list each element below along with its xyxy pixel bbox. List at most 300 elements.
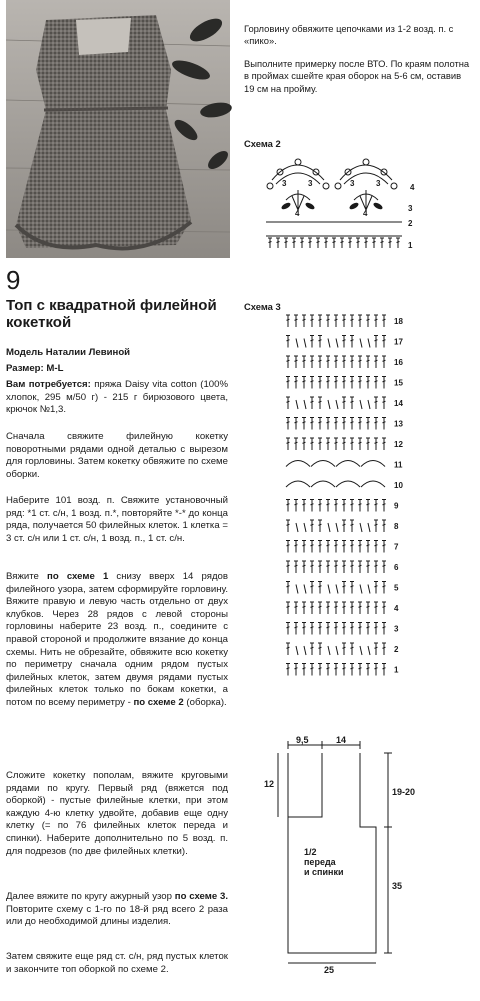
paragraph-neckline: Горловину обвяжите цепочками из 1-2 возд. п. с «пико». xyxy=(244,23,454,47)
stitch-mark xyxy=(359,422,362,423)
paragraph-finish: Затем свяжите еще ряд ст. с/н, ряд пустых клеток и закончите топ оборкой по схеме 2. xyxy=(6,951,228,975)
s2-inner-2: 3 xyxy=(308,179,313,188)
stitch-mark xyxy=(335,319,338,320)
arch-mark xyxy=(311,461,335,467)
stitch-mark xyxy=(311,422,314,423)
paragraph-intro: Сначала свяжите филейную кокетку поворотными рядами одной деталью с вырезом для горловины. Затем кокетку обвяжите по схеме оборки. xyxy=(6,431,228,480)
stitch-mark xyxy=(319,647,322,648)
stitch-mark xyxy=(367,606,370,607)
arch-mark xyxy=(286,461,310,467)
stitch-mark xyxy=(319,504,322,505)
article-title: Топ с квадратной филейной кокеткой xyxy=(6,297,217,331)
s2-inner-5: 3 xyxy=(376,179,381,188)
stitch-mark xyxy=(341,242,344,243)
stitch-mark xyxy=(301,242,304,243)
stitch-mark xyxy=(327,422,330,423)
stitch-mark xyxy=(295,360,298,361)
stitch-mark xyxy=(287,401,290,402)
stitch-mark xyxy=(327,442,330,443)
stitch-mark xyxy=(351,565,354,566)
stitch-mark xyxy=(303,319,306,320)
stitch-mark xyxy=(328,585,330,594)
article-number: 9 xyxy=(6,265,21,295)
stitch-mark xyxy=(295,545,298,546)
stitch-mark xyxy=(327,627,330,628)
stitch-mark xyxy=(295,422,298,423)
stitch-mark xyxy=(295,381,298,382)
stitch-mark xyxy=(319,319,322,320)
stitch-mark xyxy=(357,242,360,243)
s3-row-label: 12 xyxy=(394,440,403,449)
stitch-mark xyxy=(319,545,322,546)
stitch-mark xyxy=(311,360,314,361)
stitch-mark xyxy=(287,627,290,628)
stitch-mark xyxy=(311,524,314,525)
stitch-mark xyxy=(367,545,370,546)
pattern-label-2: переда xyxy=(304,857,336,867)
stitch-mark xyxy=(368,646,370,655)
stitch-mark xyxy=(309,242,312,243)
arch-mark xyxy=(336,461,360,467)
stitch-mark xyxy=(319,442,322,443)
stitch-mark xyxy=(383,401,386,402)
stitch-mark xyxy=(375,627,378,628)
dim-top-left: 9,5 xyxy=(296,735,309,745)
s2-inner-1: 3 xyxy=(282,179,287,188)
pattern-label-3: и спинки xyxy=(304,867,344,877)
stitch-mark xyxy=(375,524,378,525)
stitch-mark xyxy=(360,339,362,348)
stitch-mark xyxy=(367,360,370,361)
stitch-mark xyxy=(335,668,338,669)
stitch-mark xyxy=(328,646,330,655)
stitch-mark xyxy=(368,339,370,348)
stitch-mark xyxy=(359,360,362,361)
s3-row-label: 3 xyxy=(394,624,399,634)
stitch-mark xyxy=(295,668,298,669)
stitch-mark xyxy=(351,360,354,361)
stitch-mark xyxy=(336,523,338,532)
stitch-mark xyxy=(287,668,290,669)
stitch-mark xyxy=(359,545,362,546)
stitch-mark xyxy=(295,606,298,607)
stitch-mark xyxy=(359,504,362,505)
stitch-mark xyxy=(389,242,392,243)
stitch-mark xyxy=(343,647,346,648)
s3-row-label: 1 xyxy=(394,665,399,675)
stitch-mark xyxy=(319,627,322,628)
stitch-mark xyxy=(375,340,378,341)
p3-text-c: снизу вверх 14 рядов филейного узора, затем сформируйте горловину. Вяжите правую и левую часть отдельно от двух клубков. Через 28 рядов с левой стороны горловины наберите 23 возд. п., соедините с правой стороной и продолжите вязание до конца схемы. Нить не обрезайте, обвяжите всю кокетку по периметру сначала одним рядом пустых филейных клеток, затем двумя рядами пустых филейных клеток только по бокам кокетки, а потом по всему периметру - xyxy=(6,571,228,708)
stitch-mark xyxy=(359,565,362,566)
stitch-mark xyxy=(311,668,314,669)
p3-text-e: (оборка). xyxy=(183,696,227,708)
stitch-mark xyxy=(287,545,290,546)
stitch-mark xyxy=(311,504,314,505)
stitch-mark xyxy=(343,565,346,566)
stitch-mark xyxy=(285,242,288,243)
stitch-mark xyxy=(383,340,386,341)
s3-row-label: 5 xyxy=(394,583,399,593)
p3-bold-d: по схеме 2 xyxy=(133,696,184,708)
stitch-mark xyxy=(343,422,346,423)
stitch-mark xyxy=(319,340,322,341)
s3-row-label: 11 xyxy=(394,460,403,470)
stitch-mark xyxy=(304,400,306,409)
stitch-mark xyxy=(359,606,362,607)
stitch-mark xyxy=(351,668,354,669)
s2-inner-6: 4 xyxy=(363,209,368,218)
stitch-mark xyxy=(287,504,290,505)
stitch-mark xyxy=(359,381,362,382)
s3-row-label: 7 xyxy=(394,542,399,552)
stitch-mark xyxy=(311,401,314,402)
s2-row-4: 4 xyxy=(410,183,415,192)
stitch-mark xyxy=(287,319,290,320)
stitch-mark xyxy=(351,586,354,587)
stitch-mark xyxy=(325,242,328,243)
scheme2-diagram xyxy=(262,150,422,260)
stitch-mark xyxy=(287,442,290,443)
stitch-mark xyxy=(335,606,338,607)
stitch-mark xyxy=(383,627,386,628)
stitch-mark xyxy=(375,647,378,648)
stitch-mark xyxy=(383,668,386,669)
stitch-mark xyxy=(295,627,298,628)
stitch-mark xyxy=(375,319,378,320)
stitch-mark xyxy=(367,422,370,423)
stitch-mark xyxy=(343,504,346,505)
stitch-mark xyxy=(351,319,354,320)
stitch-mark xyxy=(375,442,378,443)
stitch-mark xyxy=(343,401,346,402)
stitch-mark xyxy=(304,523,306,532)
size-line xyxy=(6,363,63,374)
stitch-mark xyxy=(359,319,362,320)
stitch-mark xyxy=(327,319,330,320)
stitch-mark xyxy=(373,242,376,243)
stitch-mark xyxy=(327,565,330,566)
stitch-mark xyxy=(351,504,354,505)
stitch-mark xyxy=(335,422,338,423)
stitch-mark xyxy=(343,606,346,607)
stitch-mark xyxy=(351,401,354,402)
stitch-mark xyxy=(311,545,314,546)
stitch-mark xyxy=(375,381,378,382)
stitch-mark xyxy=(360,523,362,532)
stitch-mark xyxy=(327,381,330,382)
stitch-mark xyxy=(287,586,290,587)
p3-bold-b: по схеме 1 xyxy=(47,571,109,582)
stitch-mark xyxy=(303,442,306,443)
stitch-mark xyxy=(327,606,330,607)
scheme2-title: Схема 2 xyxy=(244,138,281,149)
pattern-diagram xyxy=(258,735,480,975)
stitch-mark xyxy=(269,242,272,243)
stitch-mark xyxy=(367,442,370,443)
stitch-mark xyxy=(295,504,298,505)
stitch-mark xyxy=(367,381,370,382)
stitch-mark xyxy=(343,524,346,525)
stitch-mark xyxy=(375,504,378,505)
stitch-mark xyxy=(383,565,386,566)
stitch-mark xyxy=(327,504,330,505)
stitch-mark xyxy=(351,627,354,628)
paragraph-cast-on: Наберите 101 возд. п. Свяжите установочный ряд: *1 ст. с/н, 1 возд. п.*, повторяйте *-* до конца ряда, получается 50 филейных клеток. 1 клетка = 3 ст. с/н или 1 ст. с/н, 1 возд. п., 1 ст. с/н. xyxy=(6,495,228,544)
scheme3-title: Схема 3 xyxy=(244,301,281,312)
stitch-mark xyxy=(381,242,384,243)
stitch-mark xyxy=(287,360,290,361)
s3-row-label: 10 xyxy=(394,481,403,490)
stitch-mark xyxy=(319,401,322,402)
stitch-mark xyxy=(336,400,338,409)
stitch-mark xyxy=(303,381,306,382)
stitch-mark xyxy=(327,360,330,361)
paragraph-scheme3 xyxy=(6,891,228,929)
arch-mark xyxy=(286,481,310,487)
stitch-mark xyxy=(319,524,322,525)
stitch-mark xyxy=(383,442,386,443)
scheme3-diagram xyxy=(282,317,412,702)
stitch-mark xyxy=(360,585,362,594)
stitch-mark xyxy=(359,442,362,443)
stitch-mark xyxy=(311,606,314,607)
stitch-mark xyxy=(336,339,338,348)
dim-left: 12 xyxy=(264,779,275,789)
stitch-mark xyxy=(383,422,386,423)
stitch-mark xyxy=(375,565,378,566)
s3-row-label: 6 xyxy=(394,563,399,572)
stitch-mark xyxy=(303,627,306,628)
s3-row-label: 18 xyxy=(394,317,403,326)
product-photo xyxy=(6,0,230,258)
stitch-mark xyxy=(383,319,386,320)
stitch-mark xyxy=(351,422,354,423)
stitch-mark xyxy=(351,606,354,607)
stitch-mark xyxy=(311,340,314,341)
stitch-mark xyxy=(287,524,290,525)
stitch-mark xyxy=(303,360,306,361)
p5-text-c: Повторите схему с 1-го по 18-й ряд всего 2 раза или до необходимой длины изделия. xyxy=(6,903,228,928)
arch-mark xyxy=(336,481,360,487)
stitch-mark xyxy=(336,585,338,594)
stitch-mark xyxy=(319,360,322,361)
stitch-mark xyxy=(367,627,370,628)
stitch-mark xyxy=(383,606,386,607)
stitch-mark xyxy=(328,523,330,532)
stitch-mark xyxy=(335,545,338,546)
stitch-mark xyxy=(319,668,322,669)
stitch-mark xyxy=(277,242,280,243)
s3-row-label: 16 xyxy=(394,358,403,367)
stitch-mark xyxy=(343,319,346,320)
dim-right-bottom: 35 xyxy=(392,881,403,891)
stitch-mark xyxy=(367,668,370,669)
s2-row-2: 2 xyxy=(408,219,413,228)
stitch-mark xyxy=(343,360,346,361)
stitch-mark xyxy=(296,339,298,348)
stitch-mark xyxy=(351,545,354,546)
arch-mark xyxy=(311,481,335,487)
stitch-mark xyxy=(375,586,378,587)
stitch-mark xyxy=(328,400,330,409)
stitch-mark xyxy=(303,545,306,546)
s2-inner-4: 3 xyxy=(350,179,355,188)
stitch-mark xyxy=(319,606,322,607)
stitch-mark xyxy=(383,360,386,361)
stitch-mark xyxy=(351,340,354,341)
stitch-mark xyxy=(319,586,322,587)
stitch-mark xyxy=(375,422,378,423)
stitch-mark xyxy=(343,627,346,628)
stitch-mark xyxy=(351,647,354,648)
stitch-mark xyxy=(304,585,306,594)
stitch-mark xyxy=(335,565,338,566)
stitch-mark xyxy=(351,381,354,382)
p5-text-a: Далее вяжите по кругу ажурный узор xyxy=(6,891,175,902)
stitch-mark xyxy=(349,242,352,243)
p3-text-a: Вяжите xyxy=(6,571,48,582)
s2-row-1: 1 xyxy=(408,241,413,250)
stitch-mark xyxy=(303,565,306,566)
stitch-mark xyxy=(375,606,378,607)
s3-row-label: 8 xyxy=(394,522,399,531)
stitch-mark xyxy=(375,360,378,361)
stitch-mark xyxy=(327,668,330,669)
stitch-mark xyxy=(319,565,322,566)
paragraph-fold: Сложите кокетку пополам, вяжите круговыми рядами по кругу. Первый ряд (вяжется под оборкой) - пустые филейные клетки, при этом каждую 4-ю клетку удвойте, добавив еще одну клетку (= по 76 филейных клеток переда и спинки). Наберите дополнительно по 5 возд. п. для подрезов (по две филейных клетки). xyxy=(6,770,228,857)
stitch-mark xyxy=(359,668,362,669)
stitch-mark xyxy=(328,339,330,348)
stitch-mark xyxy=(360,400,362,409)
stitch-mark xyxy=(295,565,298,566)
materials-text: пряжа Daisy vita cotton (100% хлопок, 295 м/50 г) - 215 г бирюзового цвета, крючок №1,3. xyxy=(6,379,228,416)
stitch-mark xyxy=(317,242,320,243)
p5-bold-b: по схеме 3. xyxy=(174,891,228,902)
s3-row-label: 15 xyxy=(394,378,403,388)
arch-mark xyxy=(361,461,385,467)
stitch-mark xyxy=(293,242,296,243)
dim-bottom: 25 xyxy=(324,965,335,975)
stitch-mark xyxy=(335,504,338,505)
s3-row-label: 4 xyxy=(394,604,399,613)
model-author: Модель Наталии Левиной xyxy=(6,347,131,358)
stitch-mark xyxy=(287,647,290,648)
stitch-mark xyxy=(343,586,346,587)
paragraph-fitting: Выполните примерку после ВТО. По краям полотна в проймах сшейте края оборок на 5-6 см, оставив 19 см на пройму. xyxy=(244,58,470,94)
stitch-mark xyxy=(311,381,314,382)
stitch-mark xyxy=(303,422,306,423)
stitch-mark xyxy=(296,585,298,594)
stitch-mark xyxy=(336,646,338,655)
size-label: Размер: xyxy=(6,363,44,374)
stitch-mark xyxy=(383,647,386,648)
stitch-mark xyxy=(287,606,290,607)
arch-mark xyxy=(361,481,385,487)
stitch-mark xyxy=(343,381,346,382)
stitch-mark xyxy=(303,606,306,607)
stitch-mark xyxy=(295,442,298,443)
s2-row-3: 3 xyxy=(408,204,413,213)
stitch-mark xyxy=(335,360,338,361)
s3-row-label: 13 xyxy=(394,419,403,429)
stitch-mark xyxy=(367,319,370,320)
stitch-mark xyxy=(383,504,386,505)
dim-right-top: 19-20 xyxy=(392,787,416,797)
pattern-label-1: 1/2 xyxy=(304,847,317,857)
stitch-mark xyxy=(383,524,386,525)
s3-row-label: 17 xyxy=(394,337,403,347)
stitch-mark xyxy=(287,381,290,382)
stitch-mark xyxy=(296,646,298,655)
s3-row-label: 14 xyxy=(394,399,403,408)
stitch-mark xyxy=(311,586,314,587)
stitch-mark xyxy=(360,646,362,655)
stitch-mark xyxy=(375,668,378,669)
stitch-mark xyxy=(335,442,338,443)
stitch-mark xyxy=(375,401,378,402)
stitch-mark xyxy=(383,545,386,546)
stitch-mark xyxy=(383,381,386,382)
stitch-mark xyxy=(333,242,336,243)
stitch-mark xyxy=(311,565,314,566)
stitch-mark xyxy=(365,242,368,243)
s3-row-label: 2 xyxy=(394,645,399,654)
stitch-mark xyxy=(287,565,290,566)
stitch-mark xyxy=(287,422,290,423)
stitch-mark xyxy=(311,627,314,628)
stitch-mark xyxy=(296,523,298,532)
materials-paragraph xyxy=(6,379,228,417)
stitch-mark xyxy=(304,646,306,655)
stitch-mark xyxy=(375,545,378,546)
stitch-mark xyxy=(311,442,314,443)
s2-inner-3: 4 xyxy=(295,209,300,218)
stitch-mark xyxy=(368,585,370,594)
stitch-mark xyxy=(343,340,346,341)
stitch-mark xyxy=(397,242,400,243)
stitch-mark xyxy=(343,668,346,669)
size-value: M-L xyxy=(46,363,64,374)
stitch-mark xyxy=(296,400,298,409)
paragraph-scheme1 xyxy=(6,571,228,710)
stitch-mark xyxy=(367,504,370,505)
stitch-mark xyxy=(367,565,370,566)
stitch-mark xyxy=(351,524,354,525)
materials-label: Вам потребуется: xyxy=(6,379,91,390)
stitch-mark xyxy=(319,381,322,382)
stitch-mark xyxy=(311,647,314,648)
stitch-mark xyxy=(383,586,386,587)
stitch-mark xyxy=(287,340,290,341)
stitch-mark xyxy=(359,627,362,628)
stitch-mark xyxy=(368,400,370,409)
stitch-mark xyxy=(304,339,306,348)
stitch-mark xyxy=(303,668,306,669)
stitch-mark xyxy=(351,442,354,443)
dim-top-right: 14 xyxy=(336,735,347,745)
stitch-mark xyxy=(343,545,346,546)
stitch-mark xyxy=(327,545,330,546)
stitch-mark xyxy=(335,627,338,628)
stitch-mark xyxy=(295,319,298,320)
stitch-mark xyxy=(319,422,322,423)
s3-row-label: 9 xyxy=(394,501,399,511)
stitch-mark xyxy=(303,504,306,505)
stitch-mark xyxy=(368,523,370,532)
stitch-mark xyxy=(311,319,314,320)
stitch-mark xyxy=(343,442,346,443)
